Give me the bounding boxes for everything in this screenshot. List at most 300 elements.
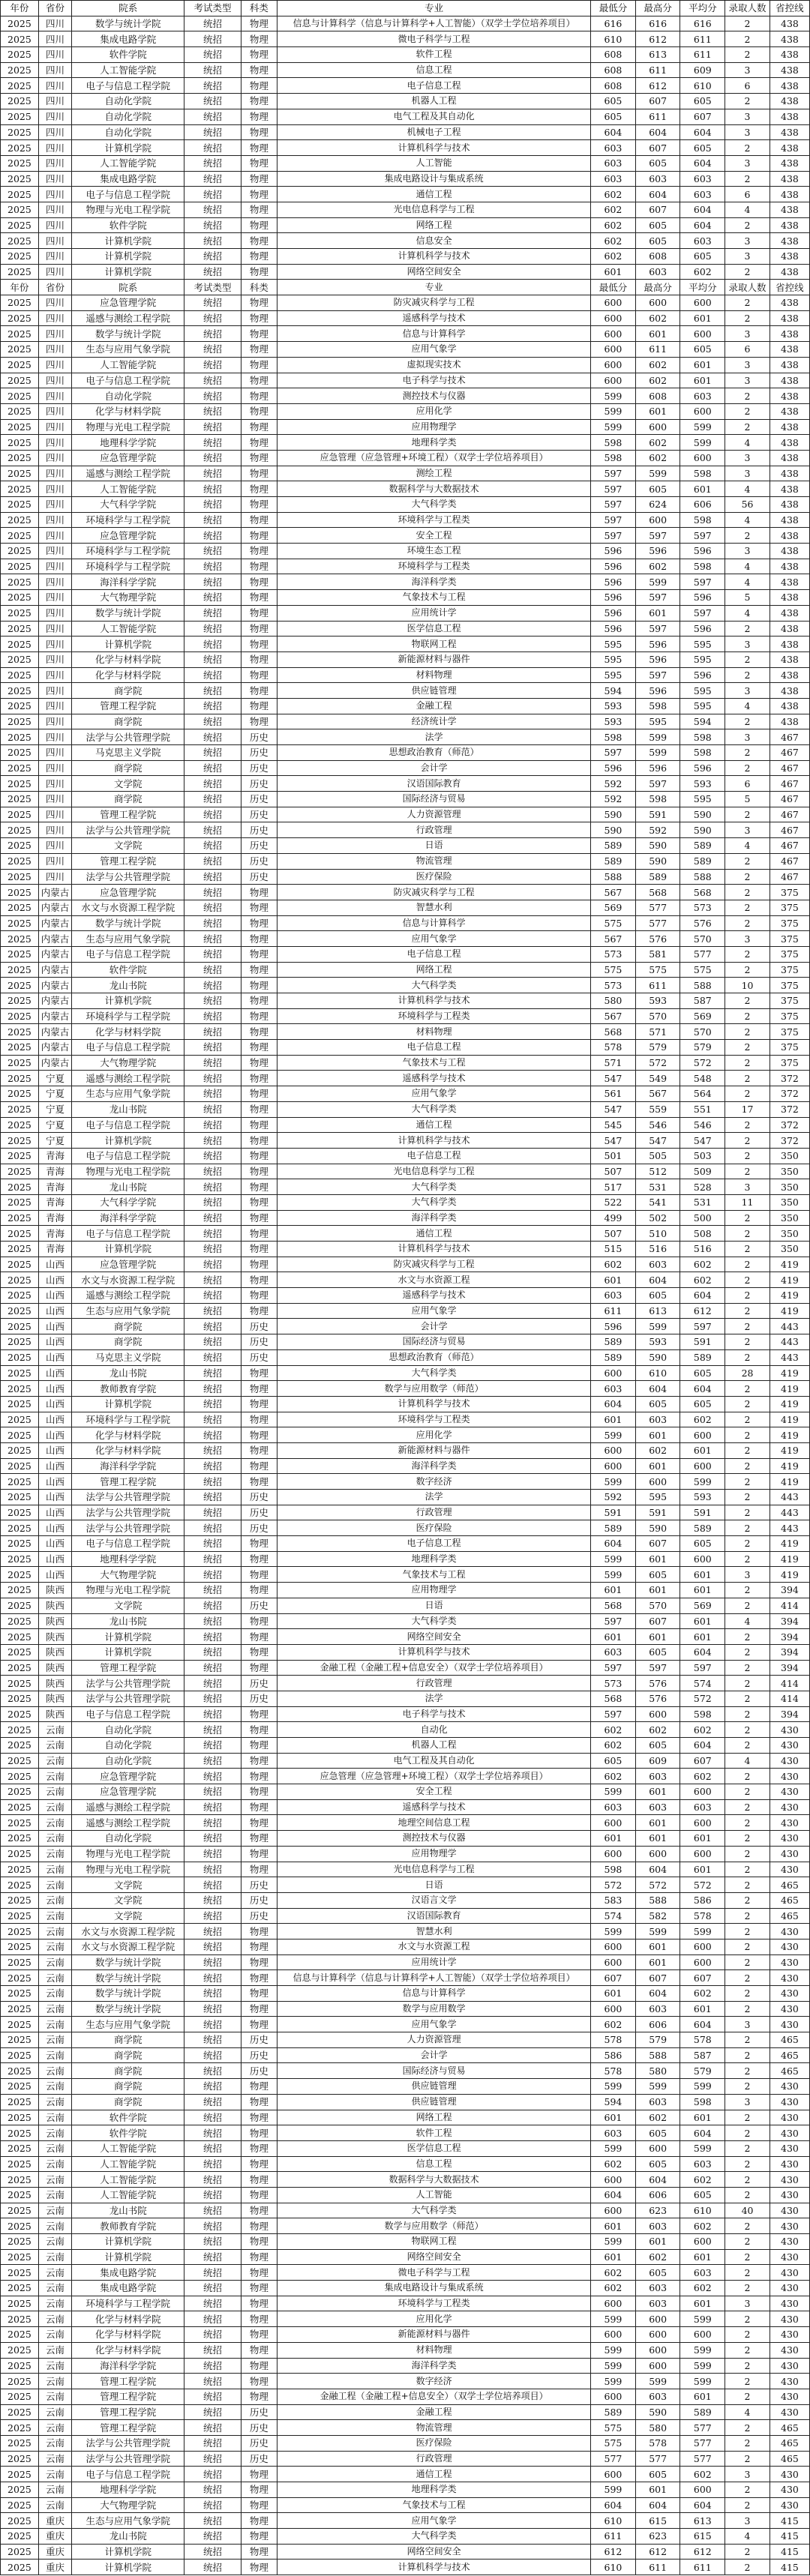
cell-exam-type: 统招 — [184, 47, 241, 63]
cell-year: 2025 — [1, 2249, 39, 2265]
cell-year: 2025 — [1, 1040, 39, 1056]
cell-province: 四川 — [38, 342, 71, 358]
cell-avg-score: 591 — [680, 1505, 725, 1520]
cell-major: 日语 — [278, 1877, 591, 1893]
table-row — [1, 2374, 810, 2389]
cell-admitted-count: 4 — [725, 1613, 770, 1629]
cell-exam-type: 统招 — [184, 2529, 241, 2545]
cell-department: 应急管理学院 — [72, 295, 184, 311]
cell-admitted-count: 4 — [725, 838, 770, 854]
cell-subject-category: 物理 — [241, 1040, 278, 1056]
cell-subject-category: 物理 — [241, 497, 278, 513]
table-row — [1, 512, 810, 528]
cell-provincial-line: 394 — [770, 1613, 809, 1629]
table-row — [1, 140, 810, 156]
cell-subject-category: 物理 — [241, 1179, 278, 1195]
cell-max-score: 604 — [635, 1862, 680, 1877]
cell-admitted-count: 6 — [725, 78, 770, 94]
cell-max-score: 605 — [635, 1567, 680, 1583]
cell-subject-category: 物理 — [241, 2094, 278, 2110]
cell-subject-category: 历史 — [241, 807, 278, 822]
cell-province: 四川 — [38, 807, 71, 822]
cell-provincial-line: 430 — [770, 1799, 809, 1815]
cell-max-score: 602 — [635, 310, 680, 326]
cell-year: 2025 — [1, 1846, 39, 1862]
table-row — [1, 1924, 810, 1939]
cell-min-score: 603 — [591, 1288, 636, 1304]
cell-year: 2025 — [1, 1769, 39, 1784]
cell-department: 水文与水资源工程学院 — [72, 1272, 184, 1288]
table-row — [1, 2203, 810, 2218]
cell-provincial-line: 438 — [770, 373, 809, 388]
cell-department: 法学与公共管理学院 — [72, 1490, 184, 1505]
cell-avg-score: 596 — [680, 590, 725, 606]
cell-exam-type: 统招 — [184, 2032, 241, 2048]
cell-admitted-count: 2 — [725, 2234, 770, 2250]
cell-avg-score: 603 — [680, 171, 725, 187]
cell-major: 通信工程 — [278, 1117, 591, 1133]
cell-exam-type: 统招 — [184, 1676, 241, 1691]
cell-year: 2025 — [1, 1567, 39, 1583]
cell-subject-category: 物理 — [241, 1365, 278, 1381]
cell-department: 软件学院 — [72, 2125, 184, 2141]
cell-major: 医学信息工程 — [278, 2140, 591, 2156]
cell-province: 四川 — [38, 31, 71, 47]
cell-min-score: 612 — [591, 2544, 636, 2560]
cell-province: 四川 — [38, 776, 71, 792]
cell-exam-type: 统招 — [184, 264, 241, 280]
cell-major: 应用统计学 — [278, 1954, 591, 1970]
cell-admitted-count: 3 — [725, 124, 770, 140]
table-row — [1, 2110, 810, 2125]
cell-max-score: 578 — [635, 2435, 680, 2451]
cell-exam-type: 统招 — [184, 140, 241, 156]
cell-exam-type: 统招 — [184, 2203, 241, 2218]
table-row — [1, 574, 810, 590]
cell-province: 山西 — [38, 1288, 71, 1304]
cell-subject-category: 物理 — [241, 1799, 278, 1815]
cell-max-score: 576 — [635, 1676, 680, 1691]
cell-min-score: 596 — [591, 621, 636, 637]
table-row — [1, 373, 810, 388]
cell-province: 山西 — [38, 1505, 71, 1520]
cell-exam-type: 统招 — [184, 822, 241, 838]
cell-avg-score: 601 — [680, 310, 725, 326]
table-body — [1, 16, 810, 2575]
cell-admitted-count: 17 — [725, 1101, 770, 1117]
cell-exam-type: 统招 — [184, 1722, 241, 1738]
cell-year: 2025 — [1, 978, 39, 993]
cell-avg-score: 531 — [680, 1194, 725, 1210]
cell-province: 山西 — [38, 1257, 71, 1272]
cell-year: 2025 — [1, 1148, 39, 1164]
cell-exam-type: 统招 — [184, 2047, 241, 2063]
table-row — [1, 435, 810, 451]
cell-department: 大气物理学院 — [72, 590, 184, 606]
cell-avg-score: 600 — [680, 1815, 725, 1831]
cell-year: 2025 — [1, 2234, 39, 2250]
cell-major: 地理科学类 — [278, 2482, 591, 2498]
cell-year: 年份 — [1, 280, 39, 295]
cell-major: 网络空间安全 — [278, 264, 591, 280]
cell-avg-score: 597 — [680, 528, 725, 544]
cell-year: 2025 — [1, 450, 39, 466]
cell-min-score: 596 — [591, 574, 636, 590]
cell-year: 2025 — [1, 419, 39, 435]
cell-min-score: 600 — [591, 310, 636, 326]
header-province: 省份 — [38, 1, 71, 16]
cell-max-score: 590 — [635, 2404, 680, 2420]
cell-min-score: 603 — [591, 140, 636, 156]
cell-department: 集成电路学院 — [72, 2281, 184, 2296]
cell-province: 四川 — [38, 512, 71, 528]
cell-department: 化学与材料学院 — [72, 403, 184, 419]
cell-major: 医疗保险 — [278, 2435, 591, 2451]
cell-avg-score: 603 — [680, 388, 725, 404]
cell-major: 医疗保险 — [278, 1520, 591, 1536]
cell-provincial-line: 415 — [770, 2529, 809, 2545]
table-row — [1, 1396, 810, 1412]
table-row — [1, 94, 810, 109]
cell-department: 应急管理学院 — [72, 1257, 184, 1272]
cell-subject-category: 物理 — [241, 124, 278, 140]
cell-provincial-line: 430 — [770, 2140, 809, 2156]
table-row — [1, 2140, 810, 2156]
table-row — [1, 310, 810, 326]
cell-min-score: 589 — [591, 1349, 636, 1365]
cell-min-score: 599 — [591, 2311, 636, 2327]
cell-admitted-count: 2 — [725, 1458, 770, 1474]
table-row — [1, 2420, 810, 2436]
cell-exam-type: 统招 — [184, 1490, 241, 1505]
cell-provincial-line: 430 — [770, 1769, 809, 1784]
cell-avg-score: 604 — [680, 2125, 725, 2141]
cell-max-score: 605 — [635, 233, 680, 249]
cell-admitted-count: 2 — [725, 2374, 770, 2389]
cell-subject-category: 历史 — [241, 760, 278, 776]
table-row — [1, 667, 810, 683]
cell-department: 管理工程学院 — [72, 2374, 184, 2389]
cell-major: 计算机科学与技术 — [278, 1133, 591, 1149]
cell-admitted-count: 3 — [725, 373, 770, 388]
cell-min-score: 608 — [591, 47, 636, 63]
cell-provincial-line: 372 — [770, 1117, 809, 1133]
cell-provincial-line: 438 — [770, 94, 809, 109]
cell-major: 大气科学类 — [278, 1613, 591, 1629]
cell-max-score: 603 — [635, 1257, 680, 1272]
cell-major: 人力资源管理 — [278, 2032, 591, 2048]
cell-min-score: 573 — [591, 978, 636, 993]
cell-max-score: 568 — [635, 885, 680, 900]
cell-year: 2025 — [1, 1815, 39, 1831]
cell-admitted-count: 4 — [725, 481, 770, 497]
cell-provincial-line: 438 — [770, 651, 809, 667]
cell-admitted-count: 2 — [725, 1738, 770, 1754]
cell-avg-score: 601 — [680, 2296, 725, 2311]
cell-province: 四川 — [38, 16, 71, 31]
cell-avg-score: 586 — [680, 1892, 725, 1908]
cell-max-score: 605 — [635, 1738, 680, 1754]
cell-min-score: 595 — [591, 667, 636, 683]
cell-min-score: 545 — [591, 1117, 636, 1133]
cell-max-score: 601 — [635, 326, 680, 342]
cell-major: 环境科学与工程类 — [278, 1008, 591, 1024]
cell-province: 四川 — [38, 667, 71, 683]
table-row — [1, 1474, 810, 1490]
cell-province: 青海 — [38, 1179, 71, 1195]
cell-avg-score: 601 — [680, 2389, 725, 2404]
cell-exam-type: 统招 — [184, 745, 241, 761]
cell-major: 机械电子工程 — [278, 124, 591, 140]
cell-department: 数学与统计学院 — [72, 1986, 184, 2002]
cell-department: 遥感与测绘工程学院 — [72, 1815, 184, 1831]
cell-department: 人工智能学院 — [72, 2156, 184, 2172]
cell-year: 2025 — [1, 2063, 39, 2079]
cell-subject-category: 物理 — [241, 217, 278, 233]
cell-subject-category: 物理 — [241, 2140, 278, 2156]
table-row — [1, 403, 810, 419]
cell-avg-score: 601 — [680, 2001, 725, 2017]
cell-major: 防灾减灾科学与工程 — [278, 295, 591, 311]
cell-admitted-count: 2 — [725, 310, 770, 326]
cell-subject-category: 物理 — [241, 2497, 278, 2513]
cell-subject-category: 历史 — [241, 2420, 278, 2436]
cell-avg-score: 607 — [680, 109, 725, 124]
cell-exam-type: 统招 — [184, 2296, 241, 2311]
cell-subject-category: 物理 — [241, 450, 278, 466]
cell-admitted-count: 56 — [725, 497, 770, 513]
cell-year: 2025 — [1, 373, 39, 388]
cell-department: 商学院 — [72, 2079, 184, 2095]
cell-admitted-count: 2 — [725, 1831, 770, 1847]
cell-subject-category: 历史 — [241, 2063, 278, 2079]
cell-avg-score: 605 — [680, 1396, 725, 1412]
cell-admitted-count: 录取人数 — [725, 280, 770, 295]
cell-avg-score: 601 — [680, 1567, 725, 1583]
cell-admitted-count: 2 — [725, 2342, 770, 2358]
cell-max-score: 602 — [635, 450, 680, 466]
cell-department: 化学与材料学院 — [72, 1024, 184, 1040]
cell-avg-score: 599 — [680, 1474, 725, 1490]
cell-department: 商学院 — [72, 760, 184, 776]
cell-year: 2025 — [1, 869, 39, 885]
cell-exam-type: 统招 — [184, 2311, 241, 2327]
cell-admitted-count: 2 — [725, 2544, 770, 2560]
cell-subject-category: 历史 — [241, 2451, 278, 2467]
table-row — [1, 1458, 810, 1474]
table-row — [1, 326, 810, 342]
cell-major: 应急管理（应急管理+环境工程）（双学士学位培养项目） — [278, 1769, 591, 1784]
table-header-row — [1, 1, 810, 16]
cell-admitted-count: 2 — [725, 1629, 770, 1645]
cell-exam-type: 统招 — [184, 295, 241, 311]
cell-major: 海洋科学类 — [278, 1458, 591, 1474]
cell-province: 四川 — [38, 853, 71, 869]
cell-min-score: 589 — [591, 2404, 636, 2420]
cell-exam-type: 统招 — [184, 2560, 241, 2575]
cell-min-score: 599 — [591, 2079, 636, 2095]
cell-exam-type: 统招 — [184, 435, 241, 451]
cell-provincial-line: 375 — [770, 885, 809, 900]
cell-province: 四川 — [38, 94, 71, 109]
cell-major: 应用统计学 — [278, 605, 591, 621]
cell-max-score: 602 — [635, 559, 680, 574]
cell-year: 2025 — [1, 2389, 39, 2404]
cell-exam-type: 统招 — [184, 2265, 241, 2281]
table-row — [1, 2311, 810, 2327]
cell-subject-category: 物理 — [241, 637, 278, 652]
cell-provincial-line: 430 — [770, 1738, 809, 1754]
cell-subject-category: 物理 — [241, 435, 278, 451]
table-row — [1, 2482, 810, 2498]
cell-year: 2025 — [1, 109, 39, 124]
cell-subject-category: 物理 — [241, 310, 278, 326]
cell-admitted-count: 2 — [725, 388, 770, 404]
cell-max-score: 605 — [635, 155, 680, 171]
cell-max-score: 602 — [635, 357, 680, 373]
cell-province: 云南 — [38, 2125, 71, 2141]
cell-exam-type: 统招 — [184, 1427, 241, 1443]
cell-major: 新能源材料与器件 — [278, 1442, 591, 1458]
cell-min-score: 600 — [591, 1846, 636, 1862]
cell-major: 气象技术与工程 — [278, 2497, 591, 2513]
cell-department: 地理科学学院 — [72, 2482, 184, 2498]
cell-min-score: 499 — [591, 1210, 636, 1226]
cell-subject-category: 物理 — [241, 1396, 278, 1412]
cell-year: 2025 — [1, 326, 39, 342]
cell-province: 内蒙古 — [38, 1040, 71, 1056]
cell-department: 自动化学院 — [72, 94, 184, 109]
cell-min-score: 600 — [591, 1954, 636, 1970]
cell-exam-type: 统招 — [184, 419, 241, 435]
cell-subject-category: 物理 — [241, 1024, 278, 1040]
cell-min-score: 594 — [591, 2094, 636, 2110]
cell-major: 大气科学类 — [278, 2529, 591, 2545]
cell-max-score: 601 — [635, 1954, 680, 1970]
cell-min-score: 601 — [591, 2249, 636, 2265]
cell-exam-type: 统招 — [184, 1738, 241, 1754]
cell-year: 2025 — [1, 403, 39, 419]
cell-min-score: 599 — [591, 1551, 636, 1567]
cell-min-score: 596 — [591, 605, 636, 621]
cell-province: 四川 — [38, 792, 71, 807]
cell-admitted-count: 2 — [725, 2001, 770, 2017]
cell-year: 2025 — [1, 1629, 39, 1645]
cell-subject-category: 物理 — [241, 1210, 278, 1226]
cell-province: 四川 — [38, 264, 71, 280]
cell-year: 2025 — [1, 574, 39, 590]
cell-department: 水文与水资源工程学院 — [72, 1939, 184, 1954]
cell-province: 陕西 — [38, 1629, 71, 1645]
cell-provincial-line: 438 — [770, 187, 809, 202]
cell-exam-type: 统招 — [184, 2544, 241, 2560]
cell-department: 自动化学院 — [72, 1753, 184, 1769]
cell-province: 云南 — [38, 1846, 71, 1862]
cell-admitted-count: 2 — [725, 2281, 770, 2296]
cell-subject-category: 物理 — [241, 1660, 278, 1676]
table-row — [1, 2001, 810, 2017]
cell-min-score: 602 — [591, 2156, 636, 2172]
cell-exam-type: 统招 — [184, 1303, 241, 1319]
cell-subject-category: 历史 — [241, 1676, 278, 1691]
cell-admitted-count: 3 — [725, 1179, 770, 1195]
cell-major: 数学与应用数学（师范） — [278, 2218, 591, 2234]
cell-exam-type: 统招 — [184, 2079, 241, 2095]
cell-year: 2025 — [1, 1784, 39, 1800]
cell-year: 2025 — [1, 745, 39, 761]
cell-major: 智慧水利 — [278, 900, 591, 915]
cell-min-score: 602 — [591, 233, 636, 249]
cell-provincial-line: 419 — [770, 1567, 809, 1583]
cell-major: 微电子科学与工程 — [278, 2265, 591, 2281]
cell-avg-score: 613 — [680, 2513, 725, 2529]
cell-year: 2025 — [1, 729, 39, 745]
cell-province: 云南 — [38, 1753, 71, 1769]
cell-province: 四川 — [38, 745, 71, 761]
cell-admitted-count: 2 — [725, 1242, 770, 1257]
table-row — [1, 978, 810, 993]
cell-avg-score: 579 — [680, 1040, 725, 1056]
cell-year: 2025 — [1, 822, 39, 838]
cell-subject-category: 物理 — [241, 1970, 278, 1986]
cell-avg-score: 600 — [680, 1939, 725, 1954]
cell-provincial-line: 438 — [770, 326, 809, 342]
cell-year: 2025 — [1, 2342, 39, 2358]
cell-provincial-line: 467 — [770, 853, 809, 869]
table-row — [1, 2218, 810, 2234]
cell-avg-score: 601 — [680, 373, 725, 388]
cell-min-score: 602 — [591, 187, 636, 202]
cell-provincial-line: 394 — [770, 1629, 809, 1645]
cell-min-score: 616 — [591, 16, 636, 31]
cell-max-score: 591 — [635, 807, 680, 822]
cell-subject-category: 物理 — [241, 481, 278, 497]
table-row — [1, 2047, 810, 2063]
cell-min-score: 593 — [591, 714, 636, 729]
cell-avg-score: 570 — [680, 931, 725, 947]
table-row — [1, 1194, 810, 1210]
cell-province: 四川 — [38, 403, 71, 419]
cell-admitted-count: 2 — [725, 16, 770, 31]
cell-min-score: 601 — [591, 1583, 636, 1598]
cell-year: 2025 — [1, 1505, 39, 1520]
cell-exam-type: 统招 — [184, 1319, 241, 1334]
cell-department: 电子与信息工程学院 — [72, 1536, 184, 1552]
cell-major: 大气科学类 — [278, 497, 591, 513]
table-row — [1, 1365, 810, 1381]
cell-max-score: 597 — [635, 528, 680, 544]
cell-provincial-line: 438 — [770, 528, 809, 544]
table-row — [1, 651, 810, 667]
cell-province: 云南 — [38, 2047, 71, 2063]
cell-subject-category: 科类 — [241, 280, 278, 295]
cell-provincial-line: 430 — [770, 1939, 809, 1954]
cell-avg-score: 508 — [680, 1226, 725, 1242]
cell-province: 内蒙古 — [38, 931, 71, 947]
cell-min-score: 601 — [591, 1831, 636, 1847]
cell-admitted-count: 2 — [725, 2265, 770, 2281]
cell-min-score: 592 — [591, 792, 636, 807]
cell-max-score: 600 — [635, 2140, 680, 2156]
cell-min-score: 597 — [591, 1613, 636, 1629]
cell-max-score: 603 — [635, 171, 680, 187]
cell-subject-category: 物理 — [241, 2265, 278, 2281]
cell-year: 2025 — [1, 62, 39, 78]
cell-min-score: 611 — [591, 1303, 636, 1319]
cell-admitted-count: 2 — [725, 1583, 770, 1598]
cell-admitted-count: 2 — [725, 1784, 770, 1800]
cell-major: 汉语言文学 — [278, 1892, 591, 1908]
